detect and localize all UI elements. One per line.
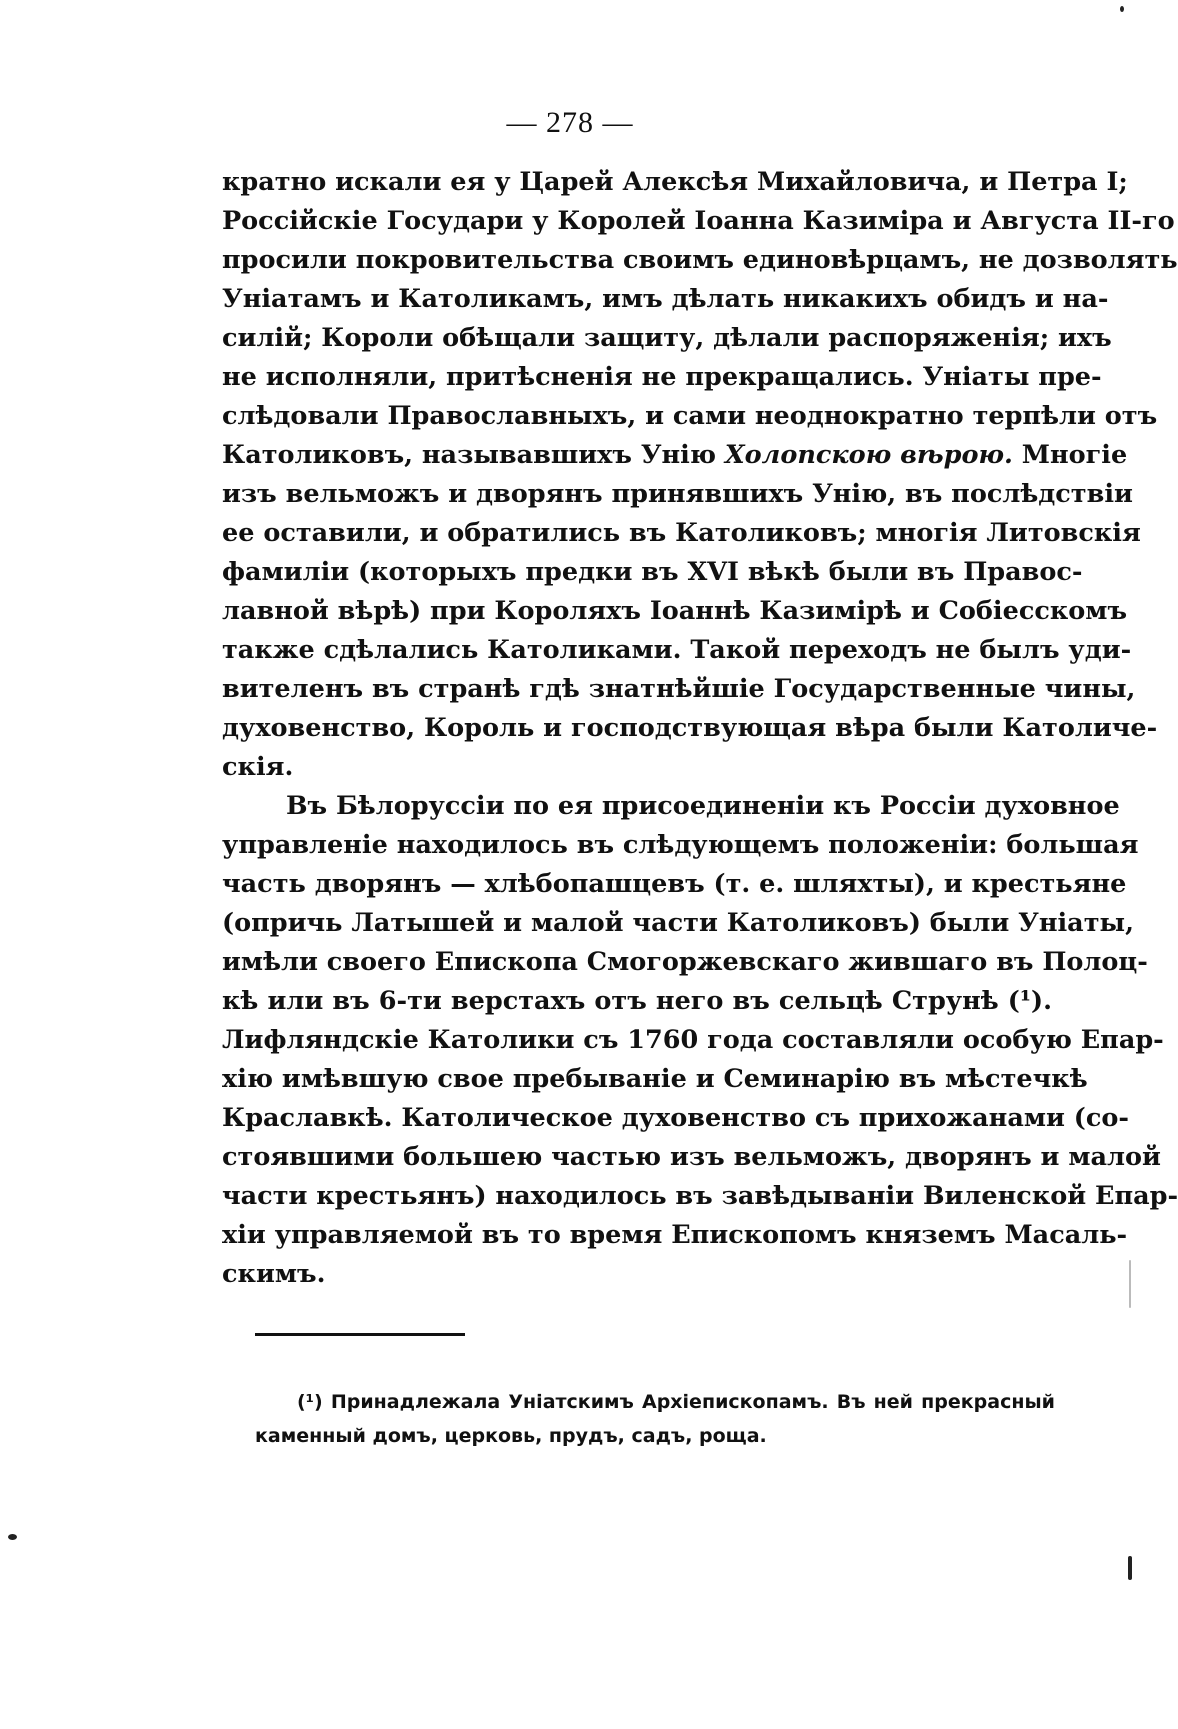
text-line: части крестьянъ) находилось въ завѣдываніи Виленской Епар- [222, 1181, 1178, 1211]
text-line: лавной вѣрѣ) при Короляхъ Іоаннѣ Казимірѣ и Собіесскомъ [222, 596, 1128, 626]
text-line: хію имѣвшую свое пребываніе и Семинарію въ мѣстечкѣ [222, 1064, 1088, 1094]
footnote-divider [255, 1333, 465, 1336]
scan-speck [1128, 1556, 1132, 1580]
text-line: ее оставили, и обратились въ Католиковъ; многія Литовскія [222, 518, 1141, 548]
scan-speck [8, 1534, 17, 1540]
text-line: хіи управляемой въ то время Епископомъ княземъ Масаль- [222, 1220, 1128, 1250]
text-line: часть дворянъ — хлѣбопашцевъ (т. е. шляхты), и крестьяне [222, 869, 1127, 899]
text-line: слѣдовали Православныхъ, и сами неоднократно терпѣли отъ [222, 401, 1158, 431]
text-line: управленіе находилось въ слѣдующемъ положеніи: большая [222, 830, 1139, 860]
text-line: скія. [222, 752, 294, 782]
text-segment: Католиковъ, называвшихъ Унію [222, 440, 725, 470]
text-line: также сдѣлались Католиками. Такой переходъ не былъ уди- [222, 635, 1132, 665]
text-line: Россійскіе Государи у Королей Іоанна Казиміра и Августа II-го [222, 206, 1175, 236]
text-line: стоявшими большею частью изъ вельможъ, дворянъ и малой [222, 1142, 1161, 1172]
italic-phrase: Холопскою вѣрою. [724, 440, 1013, 470]
text-line: Лифляндскіе Католики съ 1760 года составляли особую Епар- [222, 1025, 1164, 1055]
text-line: кѣ или въ 6-ти верстахъ отъ него въ сельцѣ Струнѣ (¹). [222, 986, 1052, 1016]
text-line: Краславкѣ. Католическое духовенство съ прихожанами (со- [222, 1103, 1129, 1133]
footnote-line: (¹) Принадлежала Уніатскимъ Архіепископамъ. Въ ней прекрасный [297, 1391, 1055, 1413]
scan-speck [1120, 6, 1124, 12]
text-line-with-italic [222, 436, 1128, 475]
footnote [255, 1385, 1055, 1453]
text-line: (опричь Латышей и малой части Католиковъ) были Уніаты, [222, 908, 1134, 938]
text-line: вителенъ въ странѣ гдѣ знатнѣйшіе Государственные чины, [222, 674, 1136, 704]
text-line: просили покровительства своимъ единовѣрцамъ, не дозволять [222, 245, 1178, 275]
text-line: силій; Короли обѣщали защиту, дѣлали распоряженія; ихъ [222, 323, 1112, 353]
text-line: фамиліи (которыхъ предки въ XVI вѣкѣ были въ Правос- [222, 557, 1083, 587]
text-segment: Многіе [1012, 440, 1128, 470]
text-line: не исполняли, притѣсненія не прекращались. Уніаты пре- [222, 362, 1102, 392]
text-line: имѣли своего Епископа Смогоржевскаго жившаго въ Полоц- [222, 947, 1148, 977]
text-line: кратно искали ея у Царей Алексѣя Михайловича, и Петра I; [222, 167, 1128, 197]
text-line: Уніатамъ и Католикамъ, имъ дѣлать никакихъ обидъ и на- [222, 284, 1109, 314]
text-line: духовенство, Король и господствующая вѣра были Католиче- [222, 713, 1158, 743]
text-line: изъ вельможъ и дворянъ принявшихъ Унію, въ послѣдствіи [222, 479, 1133, 509]
footnote-line: каменный домъ, церковь, прудъ, садъ, роща. [255, 1425, 767, 1447]
paragraph-start-line: Въ Бѣлоруссіи по ея присоединеніи къ Россіи духовное [286, 791, 1120, 821]
text-line: скимъ. [222, 1259, 326, 1289]
scan-speck [1129, 1260, 1131, 1308]
body-text [222, 163, 1178, 1294]
page-number: — 278 — [506, 106, 634, 139]
